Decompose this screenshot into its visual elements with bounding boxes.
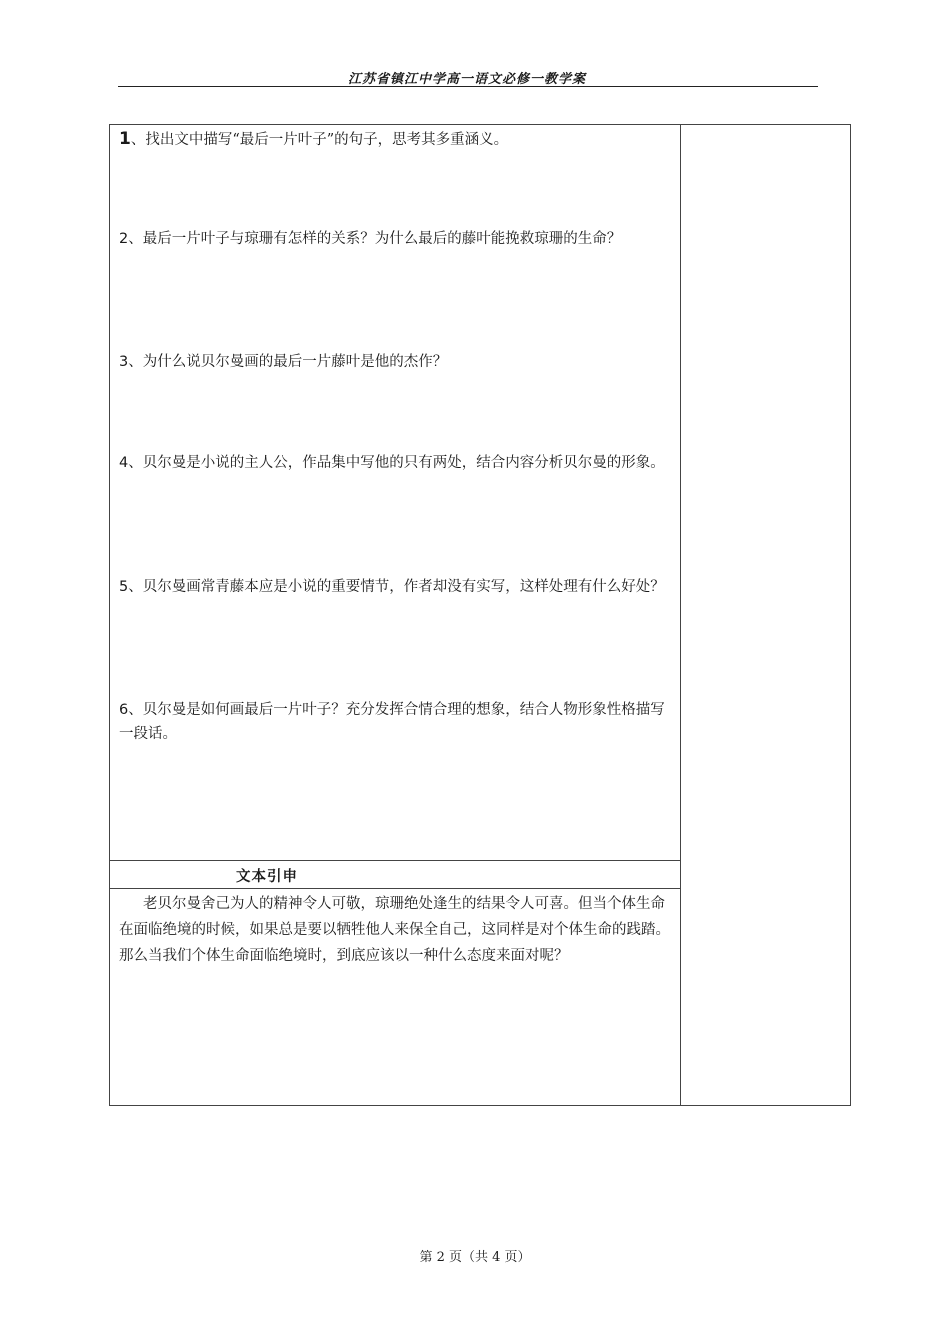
row-divider — [110, 860, 681, 861]
question-number: 1 — [119, 129, 131, 149]
page-header — [118, 62, 818, 87]
question-2 — [119, 227, 674, 251]
question-text: 、最后一片叶子与琼珊有怎样的关系？为什么最后的藤叶能挽救琼珊的生命？ — [128, 231, 622, 247]
question-number: 5 — [119, 579, 129, 595]
row-divider — [110, 888, 681, 889]
question-text: 、找出文中描写“最后一片叶子”的句子，思考其多重涵义。 — [130, 132, 509, 148]
question-text: 、贝尔曼是小说的主人公，作品集中写他的只有两处，结合内容分析贝尔曼的形象。 — [128, 455, 665, 471]
worksheet-table — [109, 124, 851, 1106]
section-title: 文本引申 — [236, 869, 298, 885]
question-3 — [119, 350, 674, 374]
question-text: 、贝尔曼是如何画最后一片叶子？充分发挥合情合理的想象，结合人物形象性格描写一段话。 — [119, 702, 665, 742]
header-title: 江苏省镇江中学高一语文必修一教学案 — [347, 72, 586, 87]
question-5 — [119, 575, 674, 599]
question-text: 、为什么说贝尔曼画的最后一片藤叶是他的杰作？ — [128, 354, 448, 370]
question-text: 、贝尔曼画常青藤本应是小说的重要情节，作者却没有实写，这样处理有什么好处？ — [128, 579, 665, 595]
question-4 — [119, 451, 674, 475]
question-6 — [119, 698, 674, 746]
question-number: 6 — [119, 702, 129, 718]
page-footer: 第 2 页（共 4 页） — [419, 1250, 531, 1265]
question-number: 3 — [119, 354, 129, 370]
notes-column-divider — [680, 125, 681, 1105]
question-number: 2 — [119, 231, 129, 247]
question-number: 4 — [119, 455, 129, 471]
extension-paragraph: 老贝尔曼舍己为人的精神令人可敬，琼珊绝处逢生的结果令人可喜。但当个体生命在面临绝境的时候，如果总是要以牺牲他人来保全自己，这同样是对个体生命的践踏。那么当我们个体生命面临绝境时，到底应该以一种什么态度来面对呢？ — [119, 896, 670, 964]
question-1 — [119, 127, 674, 152]
